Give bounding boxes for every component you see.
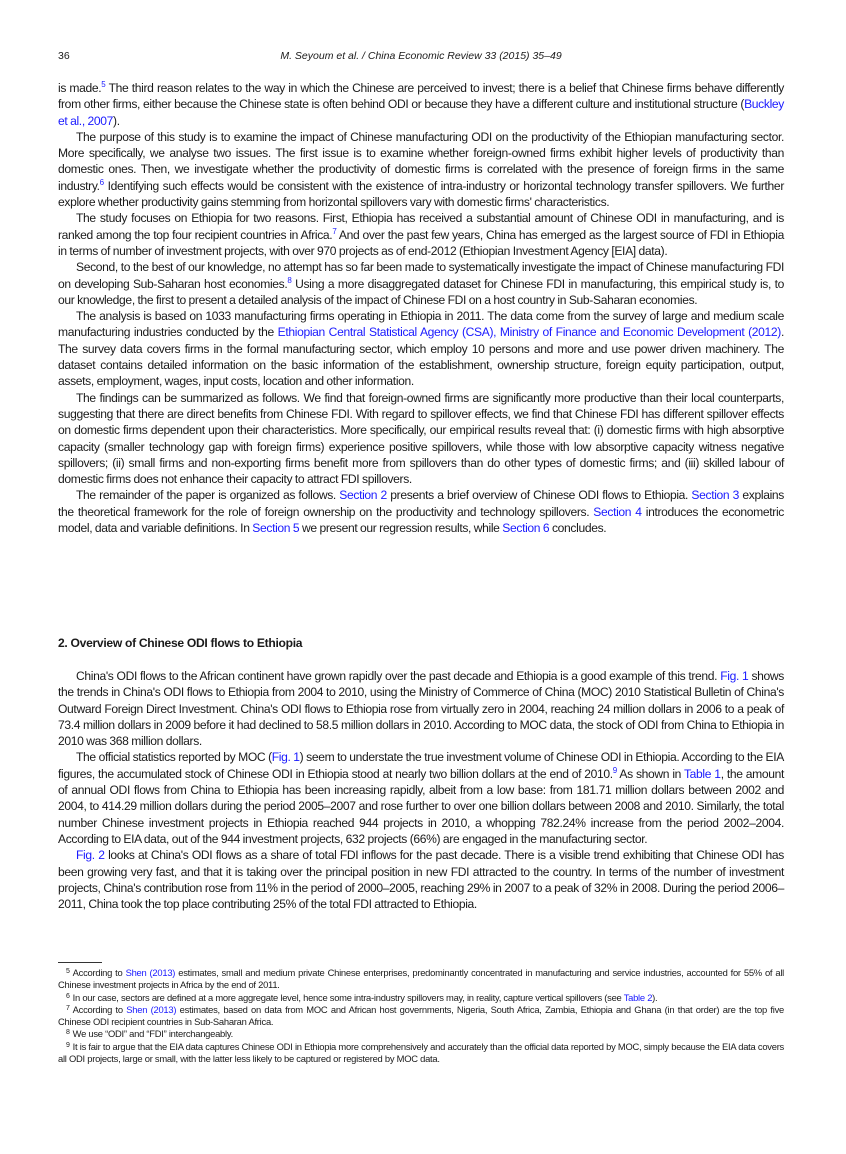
text: The analysis is based on 1033 manufacturing firms operating in Ethiopia in 2011. The data come from the survey of large and medium scale manufacturing industries conducted by the: [58, 309, 784, 340]
section-link-6[interactable]: Section 6: [502, 521, 550, 536]
paragraph: [58, 308, 784, 389]
footnote-ref-5[interactable]: 5: [101, 80, 106, 89]
text: And over the past few years, China has emerged as the largest source of FDI in Ethiopia in terms of number of investment projects, with over 970 projects as of end-2012 (Ethiopian Investment Agency [EIA] data).: [58, 227, 784, 258]
table-link-1[interactable]: Table 1: [683, 766, 721, 781]
running-head: [58, 50, 784, 66]
citation-link-shen-2013[interactable]: Shen (2013): [125, 967, 176, 978]
text: we present our regression results, while: [299, 521, 503, 536]
footnote-8: [58, 1028, 784, 1040]
section-link-2[interactable]: Section 2: [339, 488, 387, 503]
section2-body: [58, 668, 784, 912]
text: As shown in: [616, 766, 684, 781]
paragraph: [58, 80, 784, 129]
text: ).: [113, 113, 120, 128]
paragraph: [58, 129, 784, 210]
footnote-6: [58, 992, 784, 1004]
footnote-5: [58, 967, 784, 992]
text: Second, to the best of our knowledge, no attempt has so far been made to systematically investigate the impact of Chinese manufacturing FDI on developing Sub-Saharan host economies.: [58, 260, 784, 291]
citation-link-buckley-2007[interactable]: Buckley et al., 2007: [58, 97, 784, 128]
text: . The survey data covers firms in the formal manufacturing sector, which employ 10 persons and more and use power driven machinery. The dataset contains detailed information on the basic information of the establishment, ownership structure, foreign equity participation, output, assets, employment, wages, input costs, location and other information.: [58, 325, 784, 389]
footnote-ref-6[interactable]: 6: [99, 177, 104, 187]
footnote-number: 8: [66, 1029, 70, 1037]
citation-link-shen-2013[interactable]: Shen (2013): [126, 1003, 177, 1015]
section-link-5[interactable]: Section 5: [252, 521, 300, 536]
journal-citation: M. Seyoum et al. / China Economic Review 33 (2015) 35–49: [280, 50, 562, 62]
text: The third reason relates to the way in which the Chinese are perceived to invest; there is a belief that Chinese firms behave differently from other firms, either because the Chinese state is often behind ODI or because they have a different culture and institutional structure (: [58, 81, 784, 112]
text: China's ODI flows to the African continent have grown rapidly over the past decade and Ethiopia is a good example of this trend.: [76, 669, 721, 683]
paragraph: [58, 847, 784, 912]
table-link-2[interactable]: Table 2: [623, 991, 653, 1003]
footnote-divider: [58, 962, 102, 963]
text: looks at China's ODI flows as a share of total FDI inflows for the past decade. There is a visible trend exhibiting that Chinese ODI has been growing very fast, and that it is taking over the principal position in new FDI attracted to the country. In terms of the number of investment projects, China's contribution rose from 11% in the period of 2000–2005, reaching 29% in 2007 to a peak of 32% in 2008. During the period 2006–2011, China took the top place contributing 25% of the total FDI attracted to Ethiopia.: [58, 848, 784, 912]
paragraph: [58, 487, 784, 536]
text: is made.: [58, 81, 102, 95]
footnote-number: 9: [66, 1041, 70, 1049]
text: The purpose of this study is to examine the impact of Chinese manufacturing ODI on the productivity of the Ethiopian manufacturing sector. More specifically, we analyse two issues. The first issue is to examine whether foreign-owned firms exhibit higher levels of productivity than domestic ones. Then, we investigate whether the productivity of domestic firms is correlated with the presence of foreign firms in the same industry.: [58, 129, 784, 193]
section-link-4[interactable]: Section 4: [593, 504, 642, 519]
text: shows the trends in China's ODI flows to Ethiopia from 2004 to 2010, using the Ministry of Commerce of China (MOC) 2010 Statistical Bulletin of China's Outward Foreign Direct Investment. China's ODI flows to Ethiopia rose from virtually zero in 2004, reaching 24 million dollars in 2006 to a peak of 73.4 million dollars in 2009 before it had declined to 58.5 million dollars in 2010. According to MOC data, the stock of ODI from China to Ethiopia in 2010 was 368 million dollars.: [58, 669, 784, 749]
paragraph: [58, 390, 784, 488]
footnote-ref-7[interactable]: 7: [332, 226, 337, 236]
footnotes: [58, 967, 784, 1065]
text: presents a brief overview of Chinese ODI flows to Ethiopia.: [386, 488, 692, 503]
text: According to: [72, 1003, 127, 1015]
intro-body: [58, 80, 784, 536]
footnote-ref-9[interactable]: 9: [612, 765, 617, 775]
text: We use “ODI” and “FDI” interchangeably.: [72, 1028, 233, 1040]
text: , the amount of annual ODI flows from China to Ethiopia has been increasing rapidly, albeit from a low base: from 181.71 million dollars between 2002 and 2004, to 414.29 million dollars during the period 2005–2007 and rose further to over one billion dollars between 2008 and 2010. Similarly, the total number Chinese investment projects in Ethiopia reached 944 projects in 2010, a whopping 782.24% increase from the period 2002–2004. According to EIA data, out of the 944 investment projects, 632 projects (66%) are engaged in the manufacturing sector.: [58, 766, 785, 846]
paragraph: [58, 749, 784, 847]
footnote-ref-8[interactable]: 8: [287, 275, 292, 285]
text: The study focuses on Ethiopia for two reasons. First, Ethiopia has received a substantial amount of Chinese ODI in manufacturing, and is ranked among the top four recipient countries in Africa.: [58, 211, 784, 242]
text: In our case, sectors are defined at a more aggregate level, hence some intra-industry spillovers may, in reality, capture vertical spillovers (see: [72, 991, 624, 1003]
figure-link-2[interactable]: Fig. 2: [76, 848, 105, 863]
footnote-7: [58, 1004, 784, 1029]
text: ).: [652, 991, 658, 1003]
text: Identifying such effects would be consistent with the existence of intra-industry or horizontal technology transfer spillovers. We further explore whether productivity gains stemming from horizontal spillovers vary with domestic firms' characteristics.: [58, 178, 784, 210]
paragraph: [58, 210, 784, 259]
text: ) seem to understate the true investment volume of Chinese ODI in Ethiopia. According to the EIA figures, the accumulated stock of Chinese ODI in Ethiopia stood at nearly two billion dollars at the end of 2010.: [58, 750, 784, 781]
text: The findings can be summarized as follows. We find that foreign-owned firms are significantly more productive than their local counterparts, suggesting that there are direct benefits from Chinese FDI. With regard to spillover effects, we find that Chinese FDI has different spillover effects on domestic firms dependent upon their characteristics. More specifically, our empirical results reveal that: (i) domestic firms with high absorptive capacity (smaller technology gap with foreign firms) experience positive spillovers, while those with low absorptive capacity witness negative spillovers; (ii) small firms and non-exporting firms benefit more from spillovers than do other types of domestic firms; and (iii) skilled labour of domestic firms does not enhance their capacity to attract FDI spillovers.: [58, 390, 784, 487]
section-heading: 2. Overview of Chinese ODI flows to Ethiopia: [58, 636, 303, 650]
page-number: 36: [58, 50, 70, 62]
section-link-3[interactable]: Section 3: [691, 488, 740, 503]
text: According to: [72, 967, 126, 978]
footnote-9: [58, 1041, 784, 1066]
text: estimates, based on data from MOC and African host governments, Nigeria, South Africa, Zambia, Ethiopia and Ghana (in that order) are the top five Chinese ODI recipient countries in Sub-Saharan Africa.: [58, 1003, 784, 1028]
text: The remainder of the paper is organized as follows.: [76, 488, 340, 503]
figure-link-1[interactable]: Fig. 1: [720, 669, 749, 683]
text: explains the theoretical framework for the role of foreign ownership on the productivity and technology spillovers.: [58, 488, 784, 519]
footnote-number: 7: [66, 1004, 70, 1012]
paragraph: [58, 259, 784, 308]
text: The official statistics reported by MOC (: [76, 750, 272, 765]
figure-link-1[interactable]: Fig. 1: [271, 750, 300, 765]
text: concludes.: [549, 521, 607, 536]
text: It is fair to argue that the EIA data captures Chinese ODI in Ethiopia more comprehensively and accurately than the official data reported by MOC, simply because the EIA data covers all ODI projects, large or small, with the latter less likely to be captured or registered by MOC data.: [58, 1040, 784, 1065]
text: introduces the econometric model, data and variable definitions. In: [58, 504, 784, 536]
text: Using a more disaggregated dataset for Chinese FDI in manufacturing, this empirical study is, to our knowledge, the first to present a detailed analysis of the impact of Chinese FDI on a host country in Sub-Saharan economies.: [58, 276, 784, 307]
footnote-number: 5: [66, 968, 70, 975]
footnote-number: 6: [66, 992, 70, 1000]
citation-link-csa-2012[interactable]: Ethiopian Central Statistical Agency (CSA), Ministry of Finance and Economic Development (2012): [277, 325, 781, 340]
paragraph: [58, 668, 784, 749]
text: estimates, small and medium private Chinese enterprises, predominantly concentrated in manufacturing and service industries, accounted for 55% of all Chinese investment projects in Africa by the end of 2011.: [58, 967, 784, 991]
